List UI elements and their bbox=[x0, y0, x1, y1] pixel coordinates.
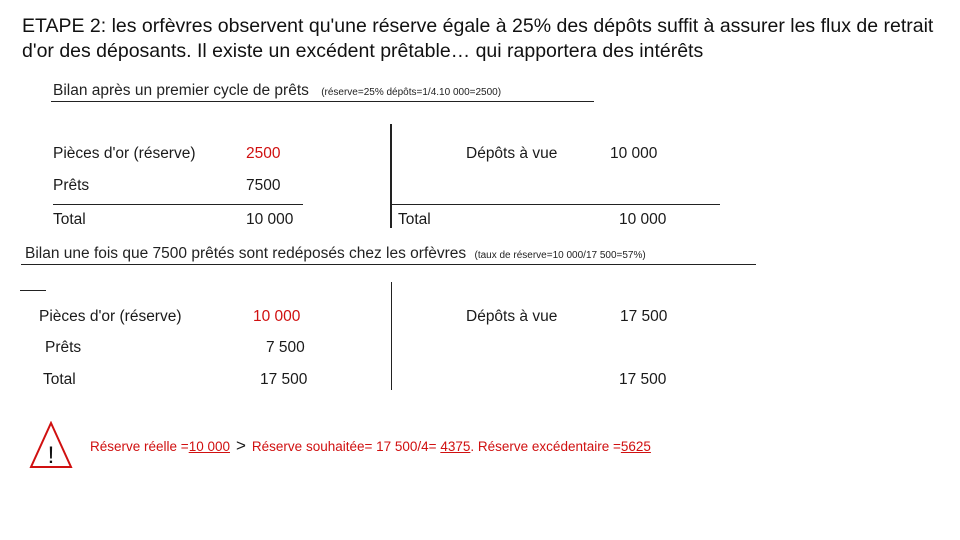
bilan1-left-total-rule bbox=[53, 204, 303, 205]
reserve-souhaitee-prefix: Réserve souhaitée= 17 500/4= bbox=[251, 439, 437, 454]
bilan2-reserve-value: 10 000 bbox=[253, 308, 301, 325]
reserve-excedentaire-prefix: Réserve excédentaire = bbox=[477, 439, 621, 454]
reserve-reelle-prefix: Réserve réelle = bbox=[90, 439, 189, 454]
bilan1-heading-text: Bilan après un premier cycle de prêts bbox=[53, 82, 309, 99]
bilan2-depots-value: 17 500 bbox=[620, 308, 668, 325]
warning-exclamation: ! bbox=[47, 442, 55, 469]
bilan1-liab-total-label: Total bbox=[398, 211, 431, 228]
bilan1-prets-value: 7500 bbox=[246, 177, 281, 194]
bilan1-depots-value: 10 000 bbox=[610, 145, 658, 162]
bilan2-prets-label: Prêts bbox=[45, 339, 82, 356]
bilan1-liab-total-value: 10 000 bbox=[619, 211, 667, 228]
bilan1-prets-label: Prêts bbox=[53, 177, 90, 194]
reserve-excedentaire-value: 5625 bbox=[620, 439, 651, 454]
bilan1-total-value: 10 000 bbox=[246, 211, 294, 228]
bilan1-reserve-value: 2500 bbox=[246, 145, 281, 162]
bilan1-reserve-label: Pièces d'or (réserve) bbox=[53, 145, 196, 162]
bilan1-heading bbox=[53, 82, 501, 100]
bilan2-prets-value: 7 500 bbox=[266, 339, 305, 356]
bilan1-total-label: Total bbox=[53, 211, 86, 228]
bilan2-short-rule bbox=[20, 290, 46, 291]
bilan1-center-divider bbox=[390, 124, 392, 228]
bilan2-depots-label: Dépôts à vue bbox=[466, 308, 558, 325]
bilan2-reserve-label: Pièces d'or (réserve) bbox=[39, 308, 182, 325]
reserve-summary bbox=[90, 436, 651, 456]
greater-than-sign: > bbox=[235, 436, 246, 455]
bilan1-depots-label: Dépôts à vue bbox=[466, 145, 558, 162]
bilan2-heading-underline bbox=[21, 264, 756, 265]
bilan1-note: (réserve=25% dépôts=1/4.10 000=2500) bbox=[321, 87, 502, 98]
reserve-souhaitee bbox=[252, 439, 651, 454]
bilan2-liab-total-value: 17 500 bbox=[619, 371, 667, 388]
page-title: ETAPE 2: les orfèvres observent qu'une réserve égale à 25% des dépôts suffit à assurer les flux de retrait d'or des déposants. Il existe un excédent prêtable… qui rapportera des intérêts bbox=[22, 15, 934, 62]
bilan2-total-value: 17 500 bbox=[260, 371, 308, 388]
separator-dot: . bbox=[470, 439, 475, 454]
bilan1-heading-underline bbox=[51, 101, 594, 102]
reserve-reelle-value: 10 000 bbox=[188, 439, 230, 454]
warning-triangle-icon bbox=[29, 421, 73, 469]
bilan2-heading bbox=[25, 245, 646, 263]
bilan2-heading-text: Bilan une fois que 7500 prêtés sont redéposés chez les orfèvres bbox=[25, 245, 467, 262]
reserve-reelle bbox=[90, 439, 230, 454]
bilan2-note: (taux de réserve=10 000/17 500=57%) bbox=[474, 250, 646, 261]
bilan2-center-divider bbox=[391, 282, 392, 390]
reserve-souhaitee-value: 4375 bbox=[440, 439, 471, 454]
bilan1-right-total-rule bbox=[390, 204, 720, 205]
bilan2-total-label: Total bbox=[43, 371, 76, 388]
